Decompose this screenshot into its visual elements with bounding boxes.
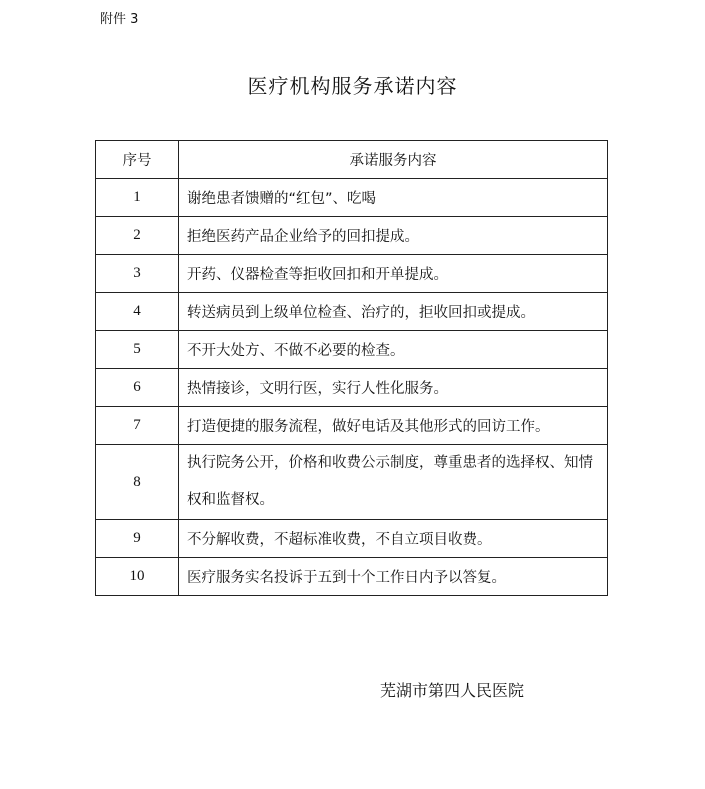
row-content: 医疗服务实名投诉于五到十个工作日内予以答复。 <box>179 558 608 596</box>
row-content: 不开大处方、不做不必要的检查。 <box>179 331 608 369</box>
row-seq: 4 <box>96 293 179 331</box>
row-content: 热情接诊，文明行医，实行人性化服务。 <box>179 369 608 407</box>
row-seq: 3 <box>96 255 179 293</box>
table-row <box>96 331 608 369</box>
row-seq: 8 <box>96 445 179 520</box>
row-seq: 2 <box>96 217 179 255</box>
table-row <box>96 445 608 520</box>
table-row <box>96 217 608 255</box>
row-seq: 7 <box>96 407 179 445</box>
table-row <box>96 255 608 293</box>
row-seq: 10 <box>96 558 179 596</box>
commitment-table <box>95 140 608 596</box>
row-content: 拒绝医药产品企业给予的回扣提成。 <box>179 217 608 255</box>
attachment-label: 附件 3 <box>100 12 139 27</box>
row-content: 打造便捷的服务流程，做好电话及其他形式的回访工作。 <box>179 407 608 445</box>
table-row <box>96 520 608 558</box>
row-content: 谢绝患者馈赠的“红包”、吃喝 <box>179 179 608 217</box>
row-seq: 1 <box>96 179 179 217</box>
row-seq: 9 <box>96 520 179 558</box>
organization-signature: 芜湖市第四人民医院 <box>380 681 525 700</box>
table-row <box>96 179 608 217</box>
row-content: 执行院务公开，价格和收费公示制度，尊重患者的选择权、知情权和监督权。 <box>179 445 608 520</box>
table-header-row <box>96 141 608 179</box>
document-title: 医疗机构服务承诺内容 <box>247 74 458 98</box>
table-row <box>96 369 608 407</box>
row-content: 不分解收费，不超标准收费，不自立项目收费。 <box>179 520 608 558</box>
column-header-seq: 序号 <box>96 141 179 179</box>
row-content: 开药、仪器检查等拒收回扣和开单提成。 <box>179 255 608 293</box>
column-header-content: 承诺服务内容 <box>179 141 608 179</box>
row-content: 转送病员到上级单位检查、治疗的，拒收回扣或提成。 <box>179 293 608 331</box>
table-row <box>96 293 608 331</box>
row-seq: 5 <box>96 331 179 369</box>
table-row <box>96 558 608 596</box>
row-seq: 6 <box>96 369 179 407</box>
table-row <box>96 407 608 445</box>
